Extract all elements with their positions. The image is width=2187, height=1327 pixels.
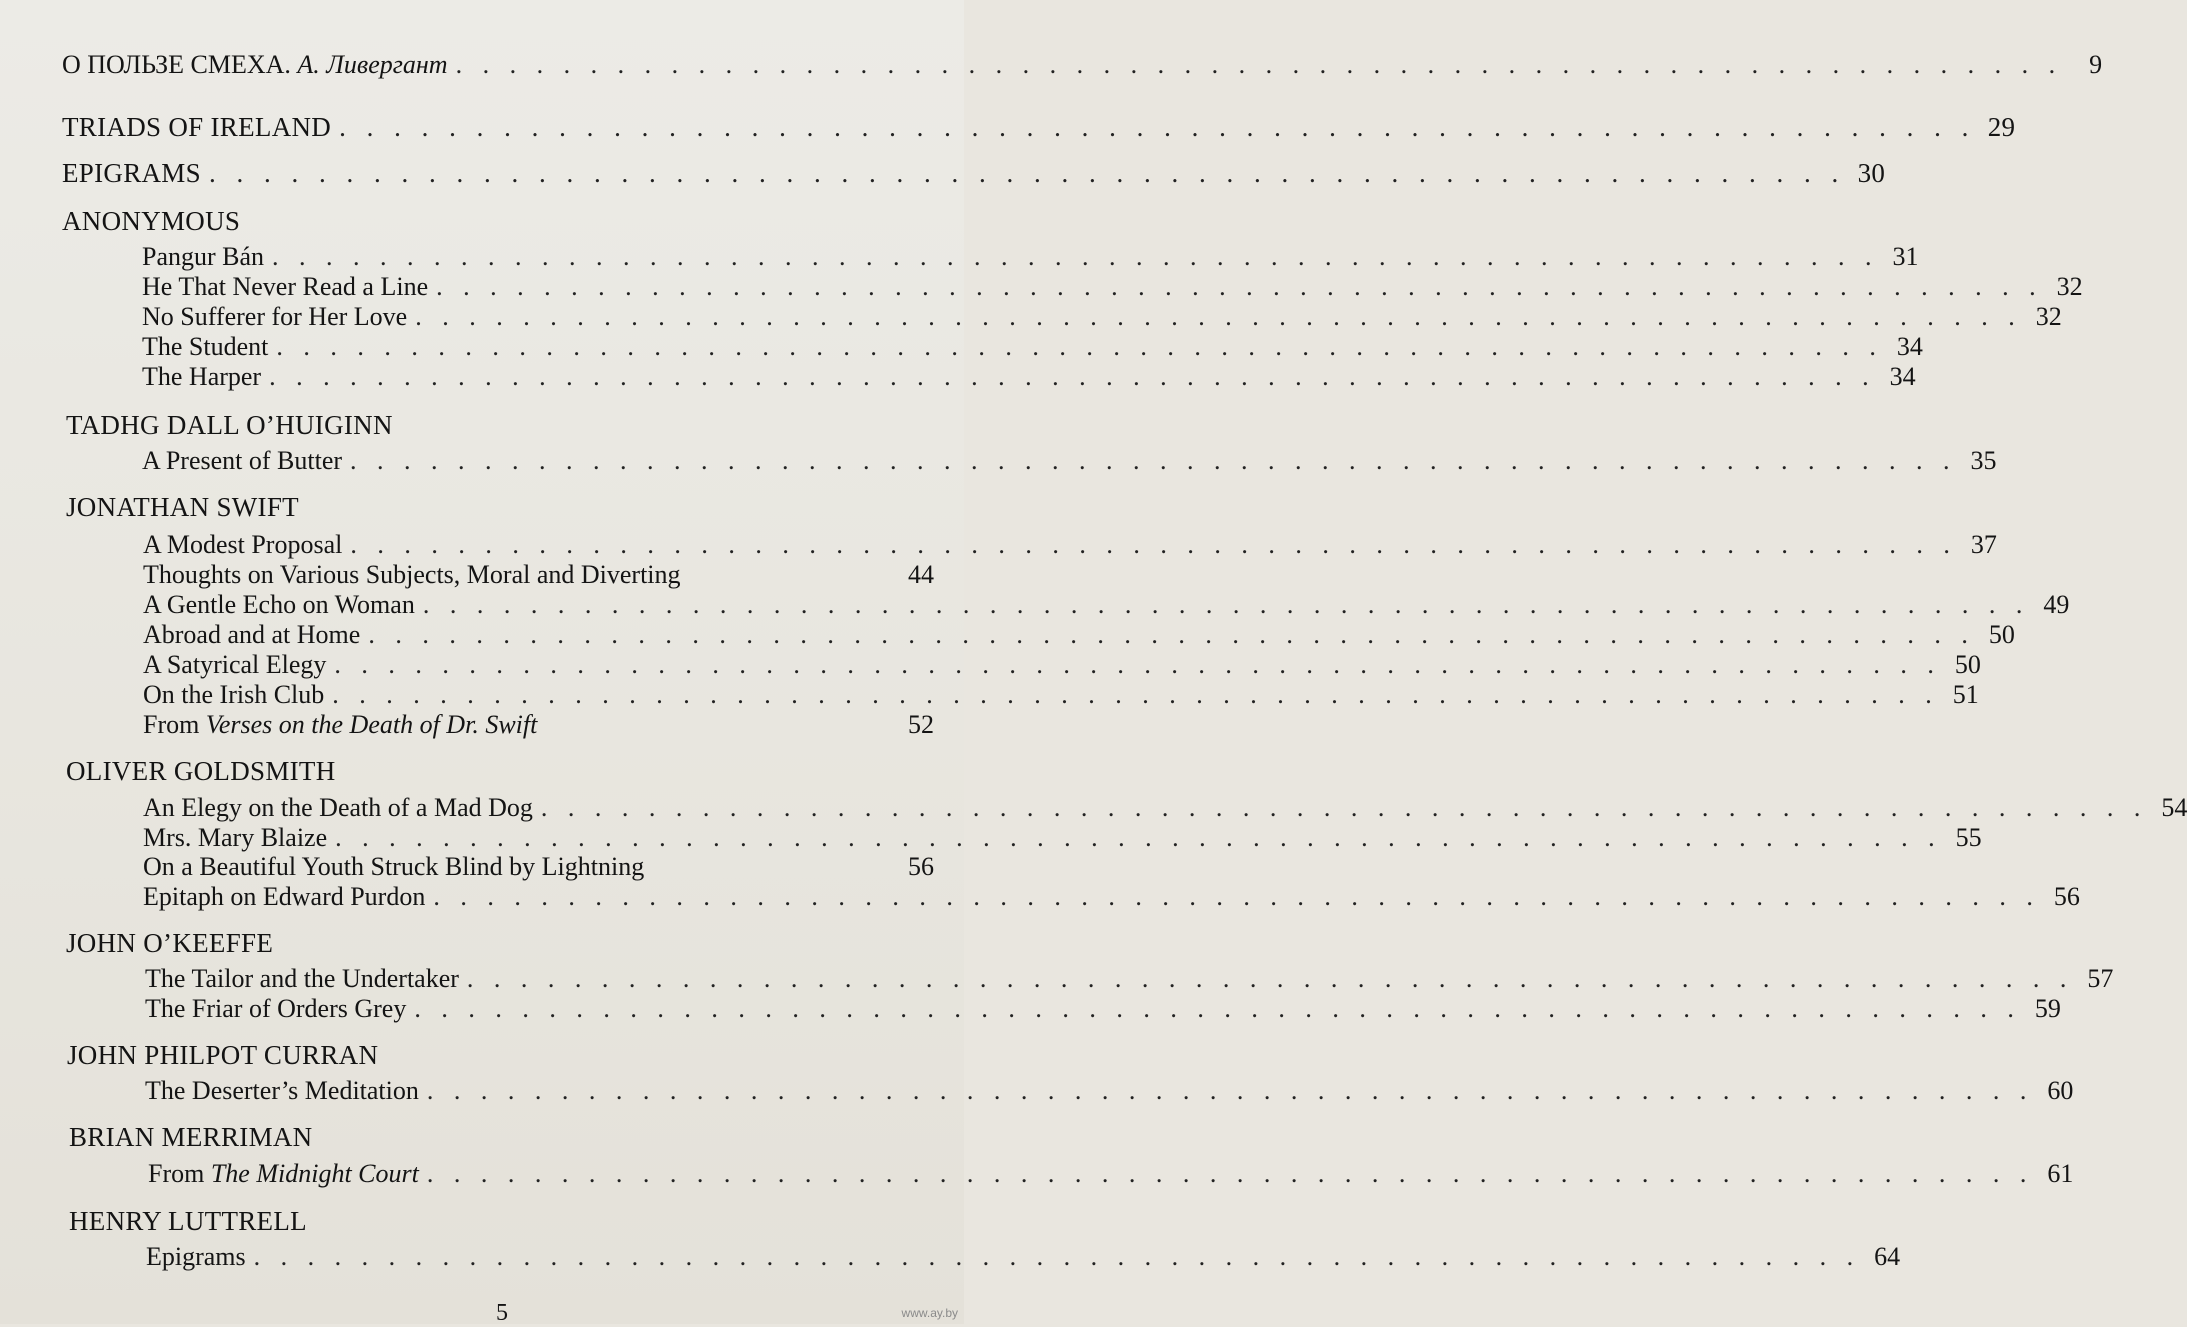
page-number: 37	[1970, 530, 1997, 559]
dot-leader: . . . . . . . . . . . . . . . . . . . . . . . . . . . . . . . . . . . . . . . . . . . . . . . . . . . . . . . . . . . .	[334, 650, 1941, 679]
page-number: 35	[1970, 446, 1997, 475]
entry-title: No Sufferer for Her Love	[142, 302, 408, 331]
entry-title: Pangur Bán	[142, 242, 265, 271]
entry-title-prefix: From	[148, 1159, 205, 1188]
toc-entry	[143, 560, 934, 590]
page-number: 31	[1892, 242, 1919, 271]
toc-entry	[143, 710, 934, 740]
entry-title: О ПОЛЬЗЕ СМЕХА.	[62, 50, 291, 79]
page-number: 9	[2089, 50, 2103, 79]
entry-title: The Deserter’s Meditation	[145, 1076, 419, 1105]
page-number: 55	[1955, 823, 1982, 852]
toc-entry	[143, 882, 2080, 912]
author-heading: HENRY LUTTRELL	[69, 1206, 307, 1236]
toc-entry	[142, 446, 1997, 476]
dot-leader: . . . . . . . . . . . . . . . . . . . . . . . . . . . . . . . . . . . . . . . . . . . . . . . . . . . . . . . . . . . .	[339, 112, 1976, 142]
page-number: 44	[908, 560, 934, 589]
toc-entry	[143, 823, 1982, 853]
entry-title: An Elegy on the Death of a Mad Dog	[143, 793, 533, 822]
author-heading: TADHG DALL O’HUIGINN	[66, 410, 393, 440]
entry-title: EPIGRAMS	[62, 158, 201, 188]
entry-title: Epitaph on Edward Purdon	[143, 882, 426, 911]
dot-leader: . . . . . . . . . . . . . . . . . . . . . . . . . . . . . . . . . . . . . . . . . . . . . . . . . . . . . . . . . . . .	[466, 964, 2074, 993]
toc-entry	[143, 680, 1979, 710]
page-number: 60	[2047, 1076, 2074, 1105]
toc-entry	[145, 994, 2061, 1024]
page-number: 30	[1857, 158, 1886, 188]
toc-entry	[143, 530, 1997, 560]
dot-leader: . . . . . . . . . . . . . . . . . . . . . . . . . . . . . . . . . . . . . . . . . . . . . . . . . . . . . . . . . . . .	[414, 994, 2021, 1023]
entry-title: TRIADS OF IRELAND	[62, 112, 332, 142]
toc-entry	[143, 620, 2015, 650]
toc-entry	[142, 362, 1916, 392]
dot-leader: . . . . . . . . . . . . . . . . . . . . . . . . . . . . . . . . . . . . . . . . . . . . . . . . . . . . . . . . . . . .	[540, 793, 2148, 822]
page-number: 54	[2161, 793, 2187, 822]
toc-entry	[142, 332, 1923, 362]
dot-leader: . . . . . . . . . . . . . . . . . . . . . . . . . . . . . . . . . . . . . . . . . . . . . . . . . . . . . . . . . . . .	[426, 1159, 2034, 1188]
toc-entry-triads	[62, 112, 2016, 143]
page-number: 64	[1874, 1242, 1901, 1271]
entry-title: A Present of Butter	[142, 446, 343, 475]
author-heading: JOHN PHILPOT CURRAN	[67, 1040, 379, 1070]
dot-leader: . . . . . . . . . . . . . . . . . . . . . . . . . . . . . . . . . . . . . . . . . . . . . . . . . . . . . . . . . . . .	[272, 242, 1879, 271]
page-number: 56	[2053, 882, 2080, 911]
page-number: 51	[1952, 680, 1979, 709]
entry-title: A Gentle Echo on Woman	[143, 590, 415, 619]
toc-entry	[145, 964, 2114, 994]
toc-entry	[143, 852, 934, 882]
page-number: 32	[2035, 302, 2062, 331]
entry-title: Abroad and at Home	[143, 620, 361, 649]
entry-title: The Student	[142, 332, 269, 361]
dot-leader: . . . . . . . . . . . . . . . . . . . . . . . . . . . . . . . . . . . . . . . . . . . . . . . . . . . . . . . . . . . .	[335, 823, 1942, 852]
page-number: 59	[2034, 994, 2061, 1023]
page-number: 56	[908, 852, 934, 881]
toc-entry	[148, 1159, 2074, 1189]
toc-entry	[143, 650, 1981, 680]
page-number: 34	[1896, 332, 1923, 361]
entry-title-prefix: From	[143, 710, 200, 739]
dot-leader: . . . . . . . . . . . . . . . . . . . . . . . . . . . . . . . . . . . . . . . . . . . . . . . . . . . . . . . . . . . .	[253, 1242, 1861, 1271]
dot-leader: . . . . . . . . . . . . . . . . . . . . . . . . . . . . . . . . . . . . . . . . . . . . . . . . . . . . . . . . . . . .	[415, 302, 2022, 331]
page-number: 29	[1987, 112, 2016, 142]
toc-entry	[143, 590, 2070, 620]
toc-entry	[142, 302, 2062, 332]
entry-title: He That Never Read a Line	[142, 272, 429, 301]
dot-leader: . . . . . . . . . . . . . . . . . . . . . . . . . . . . . . . . . . . . . . . . . . . . . . . . . . . . . . . . . . . .	[350, 446, 1957, 475]
page-number: 57	[2087, 964, 2114, 993]
toc-entry	[142, 272, 2083, 302]
entry-title: The Harper	[142, 362, 262, 391]
site-watermark: www.ay.by	[901, 1306, 958, 1320]
entry-title: Mrs. Mary Blaize	[143, 823, 328, 852]
entry-title: On the Irish Club	[143, 680, 325, 709]
dot-leader: . . . . . . . . . . . . . . . . . . . . . . . . . . . . . . . . . . . . . . . . . . . . . . . . . . . . . . . . . . . .	[422, 590, 2030, 619]
toc-entry	[146, 1242, 1901, 1272]
entry-title: Thoughts on Various Subjects, Moral and Diverting	[143, 560, 681, 589]
entry-title: Epigrams	[146, 1242, 246, 1271]
page-number: 61	[2047, 1159, 2074, 1188]
page-number: 32	[2056, 272, 2083, 301]
entry-title: A Modest Proposal	[143, 530, 343, 559]
dot-leader: . . . . . . . . . . . . . . . . . . . . . . . . . . . . . . . . . . . . . . . . . . . . . . . . . . . . . . . . . . . .	[426, 1076, 2034, 1105]
author-heading: JONATHAN SWIFT	[66, 492, 299, 522]
author-heading: ANONYMOUS	[62, 206, 241, 236]
page-number: 50	[1954, 650, 1981, 679]
page-number: 49	[2043, 590, 2070, 619]
dot-leader: . . . . . . . . . . . . . . . . . . . . . . . . . . . . . . . . . . . . . . . . . . . . . . . . . . . . . . . . . . . .	[332, 680, 1939, 709]
entry-title-italic: Verses on the Death of Dr. Swift	[205, 710, 538, 739]
dot-leader: . . . . . . . . . . . . . . . . . . . . . . . . . . . . . . . . . . . . . . . . . . . . . . . . . . . . . . . . . . . .	[350, 530, 1957, 559]
dot-leader: . . . . . . . . . . . . . . . . . . . . . . . . . . . . . . . . . . . . . . . . . . . . . . . . . . . . . . . . . . . .	[368, 620, 1975, 649]
entry-title: On a Beautiful Youth Struck Blind by Lightning	[143, 852, 645, 881]
toc-entry-epigrams	[62, 158, 1886, 189]
page-folio: 5	[496, 1300, 508, 1326]
author-heading: JOHN O’KEEFFE	[66, 928, 274, 958]
entry-title: The Friar of Orders Grey	[145, 994, 407, 1023]
dot-leader: . . . . . . . . . . . . . . . . . . . . . . . . . . . . . . . . . . . . . . . . . . . . . . . . . . . . . . . . . . . .	[433, 882, 2040, 911]
dot-leader: . . . . . . . . . . . . . . . . . . . . . . . . . . . . . . . . . . . . . . . . . . . . . . . . . . . . . . . . . . . .	[276, 332, 1883, 361]
dot-leader: . . . . . . . . . . . . . . . . . . . . . . . . . . . . . . . . . . . . . . . . . . . . . . . . . . . . . . . . . . . .	[269, 362, 1876, 391]
dot-leader: . . . . . . . . . . . . . . . . . . . . . . . . . . . . . . . . . . . . . . . . . . . . . . . . . . . . . . . . . . . .	[455, 50, 2063, 79]
author-heading: OLIVER GOLDSMITH	[66, 756, 336, 786]
dot-leader: . . . . . . . . . . . . . . . . . . . . . . . . . . . . . . . . . . . . . . . . . . . . . . . . . . . . . . . . . . . .	[436, 272, 2043, 301]
page-number: 50	[1988, 620, 2015, 649]
toc-entry	[145, 1076, 2074, 1106]
author-heading: BRIAN MERRIMAN	[69, 1122, 313, 1152]
entry-title: A Satyrical Elegy	[143, 650, 327, 679]
entry-title-italic: The Midnight Court	[210, 1159, 419, 1188]
toc-entry	[142, 242, 1919, 272]
entry-title: The Tailor and the Undertaker	[145, 964, 459, 993]
page-number: 52	[908, 710, 934, 739]
entry-author-italic: А. Ливергант	[297, 50, 448, 79]
page-number: 34	[1889, 362, 1916, 391]
dot-leader: . . . . . . . . . . . . . . . . . . . . . . . . . . . . . . . . . . . . . . . . . . . . . . . . . . . . . . . . . . . .	[208, 158, 1846, 188]
toc-entry	[143, 793, 2187, 823]
toc-entry-intro	[62, 50, 2103, 80]
